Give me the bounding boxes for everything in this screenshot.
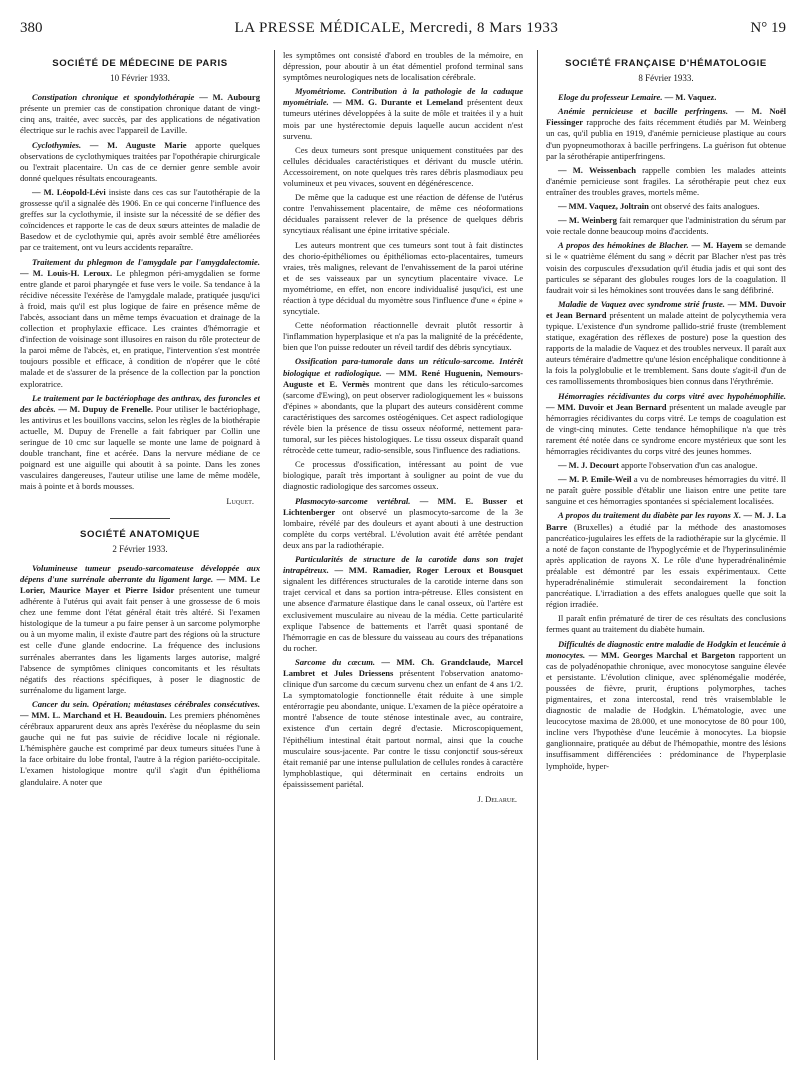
signature: Luquet. xyxy=(226,496,254,507)
article-title: Particularités de structure de la carotide dans son trajet intrapétreux. xyxy=(283,554,523,576)
article-authors: — M. P. Emile-Weil xyxy=(558,474,632,485)
article xyxy=(20,563,260,696)
article-title: A propos du traitement du diabète par les rayons X. xyxy=(558,510,742,521)
article-body: montrent que dans les réticulo-sarcomes (sarcome d'Ewing), on peut observer radiologiquement les « buissons d'épines » abondants, que la plupart des auteurs considèrent comme caractéristiques des sarcomes ostéogéniques. Cet aspect radiologique révèle bien la présence de tissu osseux néoformé, nettement para-tumoral, sur les pièces histologiques. Le tissu osseux disparaît quand rétrocède cette tumeur, radio-sensible, sous l'influence des radiations. xyxy=(283,378,523,456)
article-authors: — M. Dupuy de Frenelle. xyxy=(55,403,154,414)
article-authors: — MM. G. Durante et Lemeland xyxy=(328,97,463,108)
article-title: Cancer du sein. Opération; métastases cérébrales consécutives. xyxy=(32,698,260,709)
article-authors: — M. Weinberg xyxy=(558,215,617,226)
article-body: ont observé des faits analogues. xyxy=(648,201,760,212)
article-body: rappelle combien les malades atteints d'anémie pernicieuse sont fragiles. La sérothérapie peut chez eux entraîner des troubles graves, mortels même. xyxy=(546,164,786,197)
article xyxy=(546,460,786,471)
article-authors: — MM. Duvoir et Jean Bernard xyxy=(546,298,786,320)
section-date: 10 Février 1933. xyxy=(110,73,170,84)
article-body: Le phlegmon péri-amygdalien se forme entre glande et paroi pharyngée et fuse vers le voile. Sa tendance à la récidive nécessite l'exérèse de l'amygdale malade, pratiquée jusqu'ici à froid, mais qu'il est plus logique de faire en présence même de l'abcès, associant dans un même temps évacuation et drainage de la collection et prophylaxie efficace. Les craintes d'hémorragie et d'infection de voisinage sont illusoires en raison du rôle protecteur de la paroi même de l'abcès, et, en pratique, l'intervention s'est montrée toujours possible et efficace, à condition de n'opérer que le côté malade et de s'assurer de la présence de la collection par la ponction exploratrice. xyxy=(20,267,260,389)
article-paragraph: Ces deux tumeurs sont presque uniquement constituées par des cellules déciduales caractéristiques et dérivant du muscle utérin. Accessoirement, on note quelques très rares débris plasmodiaux peu volumineux et peu vivaces, souvent en dégénérescence. xyxy=(283,144,523,189)
article-body: présente un premier cas de constipation chronique datant de vingt-cinq ans, traitée, avec succès, par des applications de négativation électrique sur le rachis avec l'appareil de Laville. xyxy=(20,103,260,136)
article-authors: — MM. Le Lorier, Maurice Mayer et Pierre Isidor xyxy=(20,573,260,595)
article xyxy=(546,639,786,772)
article-title: Le traitement par le bactériophage des anthrax, des furoncles et des abcès. xyxy=(20,392,260,414)
article xyxy=(20,92,260,136)
article-body: présentent deux tumeurs utérines développées à la suite de môle et traitées il y a huit mois par une hystérectomie depuis laquelle aucun accident n'est survenu. xyxy=(283,97,523,141)
article-title: Difficultés de diagnostic entre maladie de Hodgkin et leucémie à monocytes. xyxy=(546,638,786,660)
article-body: insiste dans ces cas sur l'autothérapie de la grossesse qu'il a signalée dès 1906. En ce qui concerne l'influence des greffes sur la cyclothymie, il insiste sur la nécessité de se défier des coïncidences et rapporte le cas de deux sœurs atteintes de maladie de Basedow et de cyclothymie qui, après avoir semblé être améliorées par ce traitement, ont vu leurs accidents reparaître. xyxy=(20,186,260,253)
article-body: présentent l'observation anatomo-clinique d'un sarcome du cæcum survenu chez un enfant de 4 ans 1/2. La symptomatologie fonctionnelle était réduite à une simple entérorragie peu abondante, unique. L'examen de la pièce opératoire a montré l'absence de toute sténose intestinale avec, au contraire, existence d'un certain degré d'ectasie. Microscopiquement, l'épithélium intestinal était partout normal, ainsi que la couche musculaire sous-jacente. Par contre le tissu conjonctif sous-séreux était remanié par une intense pullulation de cellules rondes à caractère lymphoblastique, qui déterminait en certains endroits un épaississement pariétal. xyxy=(283,667,523,789)
page-number: 380 xyxy=(20,20,43,36)
article-body: apporte l'observation d'un cas analogue. xyxy=(619,460,758,471)
article-authors: — MM. Ch. Grandclaude, Marcel Lambret et Jules Driessens xyxy=(283,656,523,678)
article xyxy=(20,140,260,184)
article-paragraph: Ce processus d'ossification, intéressant au point de vue biologique, paraît très important à souligner au point de vue du diagnostic radiologique des sarcomes osseux. xyxy=(283,459,523,492)
article xyxy=(546,201,786,212)
issue-number: N° 19 xyxy=(750,20,786,36)
article xyxy=(20,393,260,493)
article-body: présentent un malade atteint de polycythemia vera typique. L'existence d'un syndrome pallido-strié fruste (tremblement statique, exagération des réflexes de posture) pose la question des rapports de la maladie de Vaquez et des troubles nerveux. Il paraît aux auteurs téméraire d'admettre qu'une lésion encéphalique conditionne à la fois la polyglobulie et le tremblement. Sans doute s'agit-il d'un de ces ramollissements thrombosiques bien connus dans l'érythrémie. xyxy=(546,309,786,387)
article-authors: — M. Noël Fiessinger xyxy=(546,106,786,128)
article-authors: — M. Vaquez. xyxy=(662,92,717,103)
article-title: Traitement du phlegmon de l'amygdale par l'amygdalectomie. xyxy=(32,256,260,267)
article-authors: — M. Hayem xyxy=(688,240,743,251)
article-body: présentent une tumeur adhérente à l'utérus qui avait fait penser à une grossesse de 6 mois chez une femme dont l'état général était très altéré. Si l'examen histologique de la tumeur a pu faire penser à un sarcome polymorphe ou à un myome malin, il existe d'autre part des régions où la structure est celle d'une glande endocrine. La fréquence des inclusions surrénales aberrantes dans les ligaments larges autorise, malgré l'absence de symptômes cliniques concomitants et les résultats négatifs des réactions spécifiques, à poser le diagnostic de surrénalome du ligament large. xyxy=(20,584,260,695)
article-body: ont observé un plasmocyto-sarcome de la 3e lombaire, révélé par des douleurs et ayant abouti à une destruction complète du corps vertébral. L'évolution avait été arrêtée pendant deux ans par la radiothérapie. xyxy=(283,506,523,550)
article-authors: — MM. Georges Marchal et Bargeton xyxy=(585,649,736,660)
article-title: Myométriome. Contribution à la pathologie de la caduque myométriale. xyxy=(283,86,523,108)
article-title: Volumineuse tumeur pseudo-sarcomateuse développée aux dépens d'une surrénale aberrante du ligament large. xyxy=(20,562,260,584)
article-title: Ossification para-tumorale dans un réticulo-sarcome. Intérêt biologique et radiologique. xyxy=(283,356,523,378)
divider xyxy=(110,518,170,519)
article-title: Hémorragies récidivantes du corps vitré avec hypohémophilie. xyxy=(558,390,786,401)
article-title: Eloge du professeur Lemaire. xyxy=(558,92,663,103)
article-title: Maladie de Vaquez avec syndrome strié fruste. xyxy=(558,298,725,309)
article-body: rapproche des faits récemment étudiés par M. Weinberg un cas, qu'il publia en 1919, d'anémie pernicieuse plastique au cours d'un pyopneumothorax à bacille perfringens. La guérison fut obtenue par la sérothérapie antiperfringens. xyxy=(546,117,786,161)
article-body: fait remarquer que l'administration du sérum par voie rectale donne beaucoup moins d'accidents. xyxy=(546,215,786,237)
article xyxy=(283,86,523,141)
section-title: SOCIÉTÉ DE MÉDECINE DE PARIS xyxy=(52,58,228,69)
article-authors: — MM. E. Busser et Lichtenberger xyxy=(283,495,523,517)
article xyxy=(546,510,786,610)
article xyxy=(546,106,786,161)
article xyxy=(20,699,260,788)
journal-title: LA PRESSE MÉDICALE, Mercredi, 8 Mars 1933 xyxy=(234,20,559,36)
article xyxy=(546,391,786,458)
article-title: Cyclothymies. xyxy=(32,139,82,150)
section-title: SOCIÉTÉ ANATOMIQUE xyxy=(80,528,200,540)
article-authors: — M. Aubourg xyxy=(194,92,260,103)
article xyxy=(546,92,786,103)
article xyxy=(283,356,523,456)
article-authors: — MM. Ramadier, Roger Leroux et Bousquet xyxy=(328,565,523,576)
article-paragraph: Il paraît enfin prématuré de tirer de ces résultats des conclusions fermes quant au traitement du diabète humain. xyxy=(546,613,786,635)
article xyxy=(283,496,523,551)
article xyxy=(546,215,786,237)
article xyxy=(20,257,260,390)
article-title: A propos des hémokines de Blacher. xyxy=(558,240,689,251)
column-3 xyxy=(537,50,786,1060)
article-authors: — M. Léopold-Lévi xyxy=(32,186,106,197)
section-title: SOCIÉTÉ FRANÇAISE D'HÉMATOLOGIE xyxy=(565,58,767,69)
article-title: Plasmocyto-sarcome vertébral. xyxy=(295,495,411,506)
article-body: Pour utiliser le bactériophage, les antivirus et les bouillons vaccins, selon les règles de la biothérapie actuelle, M. Dupuy de Frenelle a fait fabriquer par Collin une seringue de 10 cmc sur laquelle se monte une lame de poignard à double tranchant, fine et acérée. Dans la nervure médiane de ce poignard est une aiguille qui aboutit à sa pointe. Dans les zones vasculaires dangereuses, l'auteur utilise une lame de même modèle, mais à pointe et à bords mousses. xyxy=(20,403,260,492)
article-authors: — M. Weissenbach xyxy=(558,164,636,175)
article-title: Anémie pernicieuse et bacille perfringens. xyxy=(558,106,728,117)
article xyxy=(20,187,260,254)
article-body: présentent un malade aveugle par hémorragies récidivantes du corps vitré. Le temps de coagulation est de vingt-cinq minutes. Cette tendance hémophilique n'a que très rarement été notée dans ce syndrome encore mystérieux que sont les hémorragies récidivantes du corps vitré des jeunes hommes. xyxy=(546,401,786,456)
article-body: a vu de nombreuses hémorragies du vitré. Il ne paraît guère possible d'établir une liaison entre une petite tare sanguine et ces hémorragies spontanées si spécialement localisées. xyxy=(546,474,786,507)
article xyxy=(283,554,523,654)
article-body: signalent les différences structurales de la carotide interne dans son trajet cervical et dans sa portion intra-pétreuse. Elles consistent en une absence d'armature élastique dans le canal osseux, où l'artère est exclusivement musculaire au niveau de la média. Cette particularité explique l'absence de battements et l'arrêt quasi spontané de l'hémorragie en cas de blessure du vaisseau au cours des trépanations du rocher. xyxy=(283,576,523,653)
article-body: rapportent un cas de polyadénopathie chronique, avec monocytose sanguine élevée et persistante. L'évolution clinique, avec splénomégalie modérée, poussées de fièvre, prurit, éruptions polymorphes, taches pigmentaires, et zona intercostal, rend très vraisemblable le diagnostic de maladie de Hodgkin. L'hématologie, avec une leucocytose maxima de 28.000, et une monocytose de 80 pour 100, incline vers l'hypothèse d'une leucémie à monocytes. La biopsie ganglionnaire, pratiquée au début de l'hémopathie, montre des lésions insuffisamment différenciées : prédominance de l'hyperplasie lymphoïde, hyper- xyxy=(546,649,786,771)
article xyxy=(283,657,523,790)
article xyxy=(546,474,786,507)
article-authors: — M. Louis-H. Leroux. xyxy=(20,267,113,278)
section-date: 2 Février 1933. xyxy=(112,543,168,554)
article-authors: — MM. René Huguenin, Nemours-Auguste et E. Vermès xyxy=(283,367,523,389)
article-paragraph: Cette néoformation réactionnelle devrait plutôt ressortir à l'inflammation hyperplasique et n'a pas la malignité de la précédente, bien que l'on puisse redouter un réveil tardif des débris syncytiaux. xyxy=(283,320,523,353)
page-header xyxy=(20,0,786,40)
article-continued: les symptômes ont consisté d'abord en troubles de la mémoire, en dépression, pour aboutir à un état démentiel profond terminal sans symptômes neurologiques nets de localisation cérébrale. xyxy=(283,50,523,83)
article-body: se demande si le « quatrième élément du sang » décrit par Blacher n'est pas très voisin des corpuscules d'exsudation qu'il étudia jadis et qui sont des particules se séparant des globules rouges lors de la coagulation. Il faudrait voir si les hémokines sont trouvées dans le sang défibriné. xyxy=(546,240,786,295)
article-authors: — MM. Vaquez, Joltrain xyxy=(558,201,649,212)
article-authors: — M. J. Decourt xyxy=(558,460,619,471)
article-title: Constipation chronique et spondylothérapie xyxy=(32,92,195,103)
columns xyxy=(20,50,786,1060)
article-authors: — MM. Duvoir et Jean Bernard xyxy=(546,401,667,412)
article-authors: — M. Auguste Marie xyxy=(81,139,187,150)
article-body: Les premiers phénomènes cérébraux apparurent deux ans après l'exérèse du néoplasme du sein gauche qui ne fut pas suivie de récidive locale ni régionale. L'hémisphère gauche est comprimé par deux tumeurs situées l'une à la face orbitaire du lobe frontal, l'autre à la région pariéto-occipitale. L'examen histologique montre qu'il s'agit d'un épithélioma glandulaire. A noter que xyxy=(20,709,260,787)
column-2 xyxy=(274,50,523,1060)
article xyxy=(546,240,786,295)
article xyxy=(546,299,786,388)
article-body: (Bruxelles) a étudié par la méthode des anastomoses pancréatico-jugulaires les effets de la radiothérapie sur la glycémie. Il a noté de façon constante de l'hypoglycémie et de l'hyperinsulinémie après application de rayons X. Le rôle d'une hyperadrénalinémie préalable est démontré par les essais expérimentaux. Cette hyperadrénalinémie stimulerait secondairement la fonction pancréatique. L'irradiation a des effets analogues quelle que soit la région irradiée. xyxy=(546,521,786,610)
article-paragraph: Les auteurs montrent que ces tumeurs sont tout à fait distinctes des chorio-épithéliomes ou épithéliomas ecto-placentaires, tumeurs vraies, très malignes, relevant de l'envahissement de la paroi utérine et de ses vaisseaux par un syncytium placentaire vivace. Le myométriome, en effet, non encore individualisé jusqu'ici, est une réaction à type décidual du myomètre sous l'influence d'une « épine » syncytiale. xyxy=(283,239,523,317)
signature: J. Delarue. xyxy=(477,794,517,804)
article-paragraph: De même que la caduque est une réaction de défense de l'utérus contre l'envahissement placentaire, de même ces néoformations déciduales paraissent relever de la présence de quelques débris syncytiaux réalisant une épine irritative spéciale. xyxy=(283,192,523,236)
article-authors: — M. J. La Barre xyxy=(546,510,786,532)
article-title: Sarcome du cæcum. xyxy=(295,656,376,667)
article-authors: — MM. L. Marchand et H. Beaudouin. xyxy=(20,709,167,720)
article-body: apporte quelques observations de cyclothymiques traitées par l'opothérapie chirurgicale ou l'extrait placentaire. Un cas de ce dernier genre semble avoir donné quelques résultats encourageants. xyxy=(20,139,260,183)
section-date: 8 Février 1933. xyxy=(638,73,694,84)
article xyxy=(546,165,786,198)
column-1 xyxy=(20,50,260,1060)
